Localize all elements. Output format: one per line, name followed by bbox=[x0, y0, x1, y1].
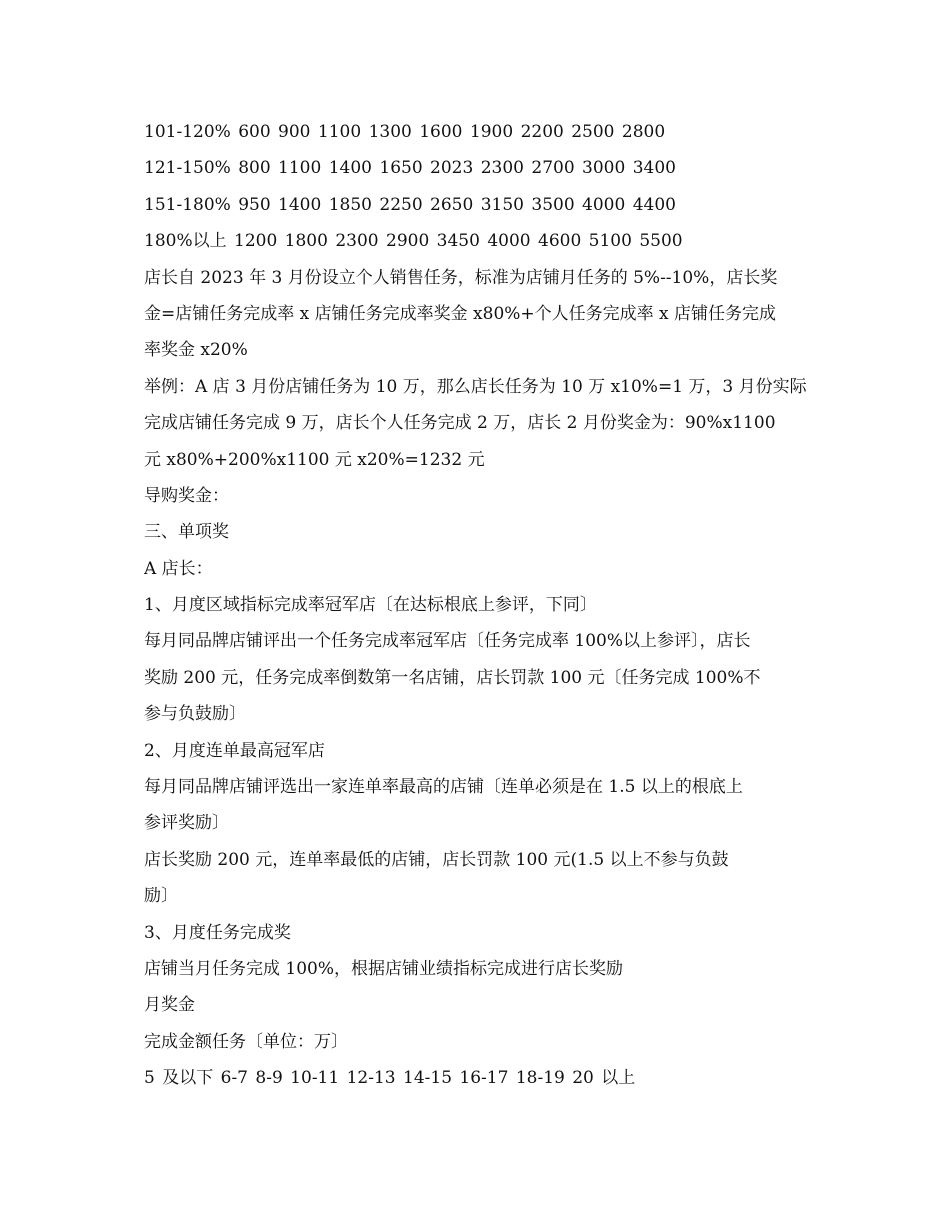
paragraph-manager-task-line-1: 店长自 2023 年 3 月份设立个人销售任务，标准为店铺月任务的 5%--10%，店长奖 bbox=[144, 267, 778, 288]
paragraph-example-line-1: 举例：A 店 3 月份店铺任务为 10 万，那么店长任务为 10 万 x10%=1 万，3 月份实际 bbox=[144, 376, 807, 397]
label-monthly-bonus: 月奖金 bbox=[144, 995, 195, 1016]
bonus-table-row-101-120: 101-120% 600 900 1100 1300 1600 1900 2200 2500 2800 bbox=[144, 122, 666, 142]
document-body bbox=[144, 114, 820, 1097]
paragraph-manager-task-line-2: 金=店铺任务完成率 x 店铺任务完成率奖金 x80%+个人任务完成率 x 店铺任务完成 bbox=[144, 303, 777, 324]
paragraph-item-1-line-1: 每月同品牌店铺评出一个任务完成率冠军店〔任务完成率 100%以上参评〕，店长 bbox=[144, 631, 751, 652]
heading-item-1: 1、月度区域指标完成率冠军店〔在达标根底上参评，下同〕 bbox=[144, 595, 597, 616]
label-completion-amount: 完成金额任务〔单位：万〕 bbox=[144, 1031, 348, 1052]
paragraph-item-1-line-3: 参与负鼓励〕 bbox=[144, 704, 246, 725]
paragraph-manager-task-line-3: 率奖金 x20% bbox=[144, 340, 248, 361]
paragraph-item-2-line-1: 每月同品牌店铺评选出一家连单率最高的店铺〔连单必须是在 1.5 以上的根底上 bbox=[144, 777, 743, 798]
paragraph-example-line-2: 完成店铺任务完成 9 万，店长个人任务完成 2 万，店长 2 月份奖金为：90%x1100 bbox=[144, 413, 776, 434]
bonus-table-row-180-plus: 180%以上 1200 1800 2300 2900 3450 4000 4600 5100 5500 bbox=[144, 231, 683, 252]
paragraph-item-3-line-1: 店铺当月任务完成 100%，根据店铺业绩指标完成进行店长奖励 bbox=[144, 958, 624, 979]
paragraph-item-2-line-4: 励〕 bbox=[144, 886, 178, 907]
heading-store-manager: A 店长： bbox=[144, 558, 213, 579]
bonus-table-row-121-150: 121-150% 800 1100 1400 1650 2023 2300 2700 3000 3400 bbox=[144, 158, 676, 179]
paragraph-example-line-3: 元 x80%+200%x1100 元 x20%=1232 元 bbox=[144, 449, 485, 470]
paragraph-item-2-line-2: 参评奖励〕 bbox=[144, 813, 229, 834]
heading-section-three: 三、单项奖 bbox=[144, 522, 229, 543]
heading-item-2: 2、月度连单最高冠军店 bbox=[144, 740, 325, 761]
paragraph-item-1-line-2: 奖励 200 元，任务完成率倒数第一名店铺，店长罚款 100 元〔任务完成 100%不 bbox=[144, 667, 761, 688]
completion-amount-ranges: 5 及以下 6-7 8-9 10-11 12-13 14-15 16-17 18-19 20 以上 bbox=[144, 1068, 636, 1089]
heading-item-3: 3、月度任务完成奖 bbox=[144, 922, 291, 943]
bonus-table-row-151-180: 151-180% 950 1400 1850 2250 2650 3150 3500 4000 4400 bbox=[144, 194, 676, 215]
paragraph-item-2-line-3: 店长奖励 200 元，连单率最低的店铺，店长罚款 100 元(1.5 以上不参与负鼓 bbox=[144, 849, 729, 870]
heading-shopping-guide-bonus: 导购奖金： bbox=[144, 485, 229, 506]
